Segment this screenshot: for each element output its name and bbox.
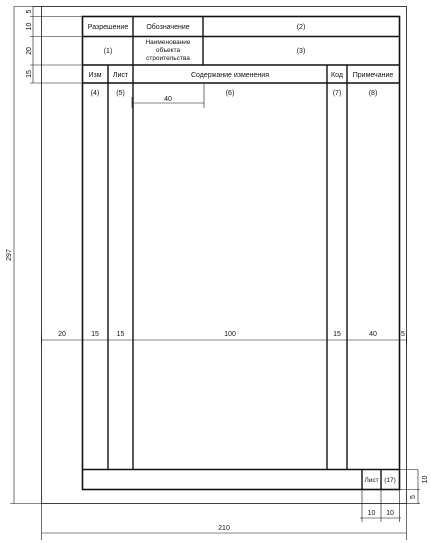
dimension-15-header: 15 <box>25 70 33 78</box>
dimension-lines <box>10 7 420 541</box>
dimension-15-list: 15 <box>116 331 125 338</box>
field-2-marker: (2) <box>296 24 306 31</box>
naimenovanie-label-line-1: Наименование <box>145 39 191 46</box>
column-marker-4: (4) <box>90 90 100 97</box>
dimension-5-bottom: 5 <box>409 495 417 499</box>
dimension-15-izm: 15 <box>91 331 99 338</box>
sheet-frames <box>42 7 407 504</box>
dimension-5-right: 5 <box>401 331 405 338</box>
column-header-kod: Код <box>331 72 343 79</box>
table-grid <box>83 17 400 490</box>
dimension-10: 10 <box>25 22 33 31</box>
dimension-10-right: 10 <box>421 475 429 484</box>
dimension-10-bottom-1: 10 <box>367 510 376 517</box>
column-marker-8: (8) <box>368 90 378 97</box>
dimension-100: 100 <box>224 331 236 338</box>
oboznachenie-label: Обозначение <box>146 24 190 31</box>
dimension-20: 20 <box>25 47 33 55</box>
dimension-210: 210 <box>218 525 230 532</box>
dimension-40-prim: 40 <box>369 331 377 338</box>
dimension-20-left: 20 <box>58 331 66 338</box>
dimension-5-top: 5 <box>25 9 33 14</box>
column-header-primechanie: Примечание <box>352 72 394 79</box>
inner-frame <box>83 17 400 490</box>
column-header-list: Лист <box>112 72 129 79</box>
footer-list-label: Лист <box>364 477 379 484</box>
field-1-marker: (1) <box>103 48 113 55</box>
dimension-40-inner: 40 <box>164 96 172 103</box>
dimension-297: 297 <box>5 249 13 261</box>
column-marker-7: (7) <box>332 90 342 97</box>
column-marker-6: (6) <box>225 90 235 97</box>
footer-marker-17: (17) <box>384 477 396 484</box>
dimension-10-bottom-2: 10 <box>386 510 394 517</box>
outer-sheet-border <box>42 7 407 504</box>
column-marker-5: (5) <box>116 90 125 97</box>
column-header-soderzhanie: Содержание изменения <box>190 72 270 79</box>
naimenovanie-label-line-3: строительства <box>146 55 190 62</box>
naimenovanie-label-line-2: объекта <box>155 47 181 54</box>
column-header-izm: Изм <box>88 72 102 79</box>
razreshenie-label: Разрешение <box>87 24 129 31</box>
dimension-15-kod: 15 <box>333 331 341 338</box>
field-3-marker: (3) <box>296 48 306 55</box>
